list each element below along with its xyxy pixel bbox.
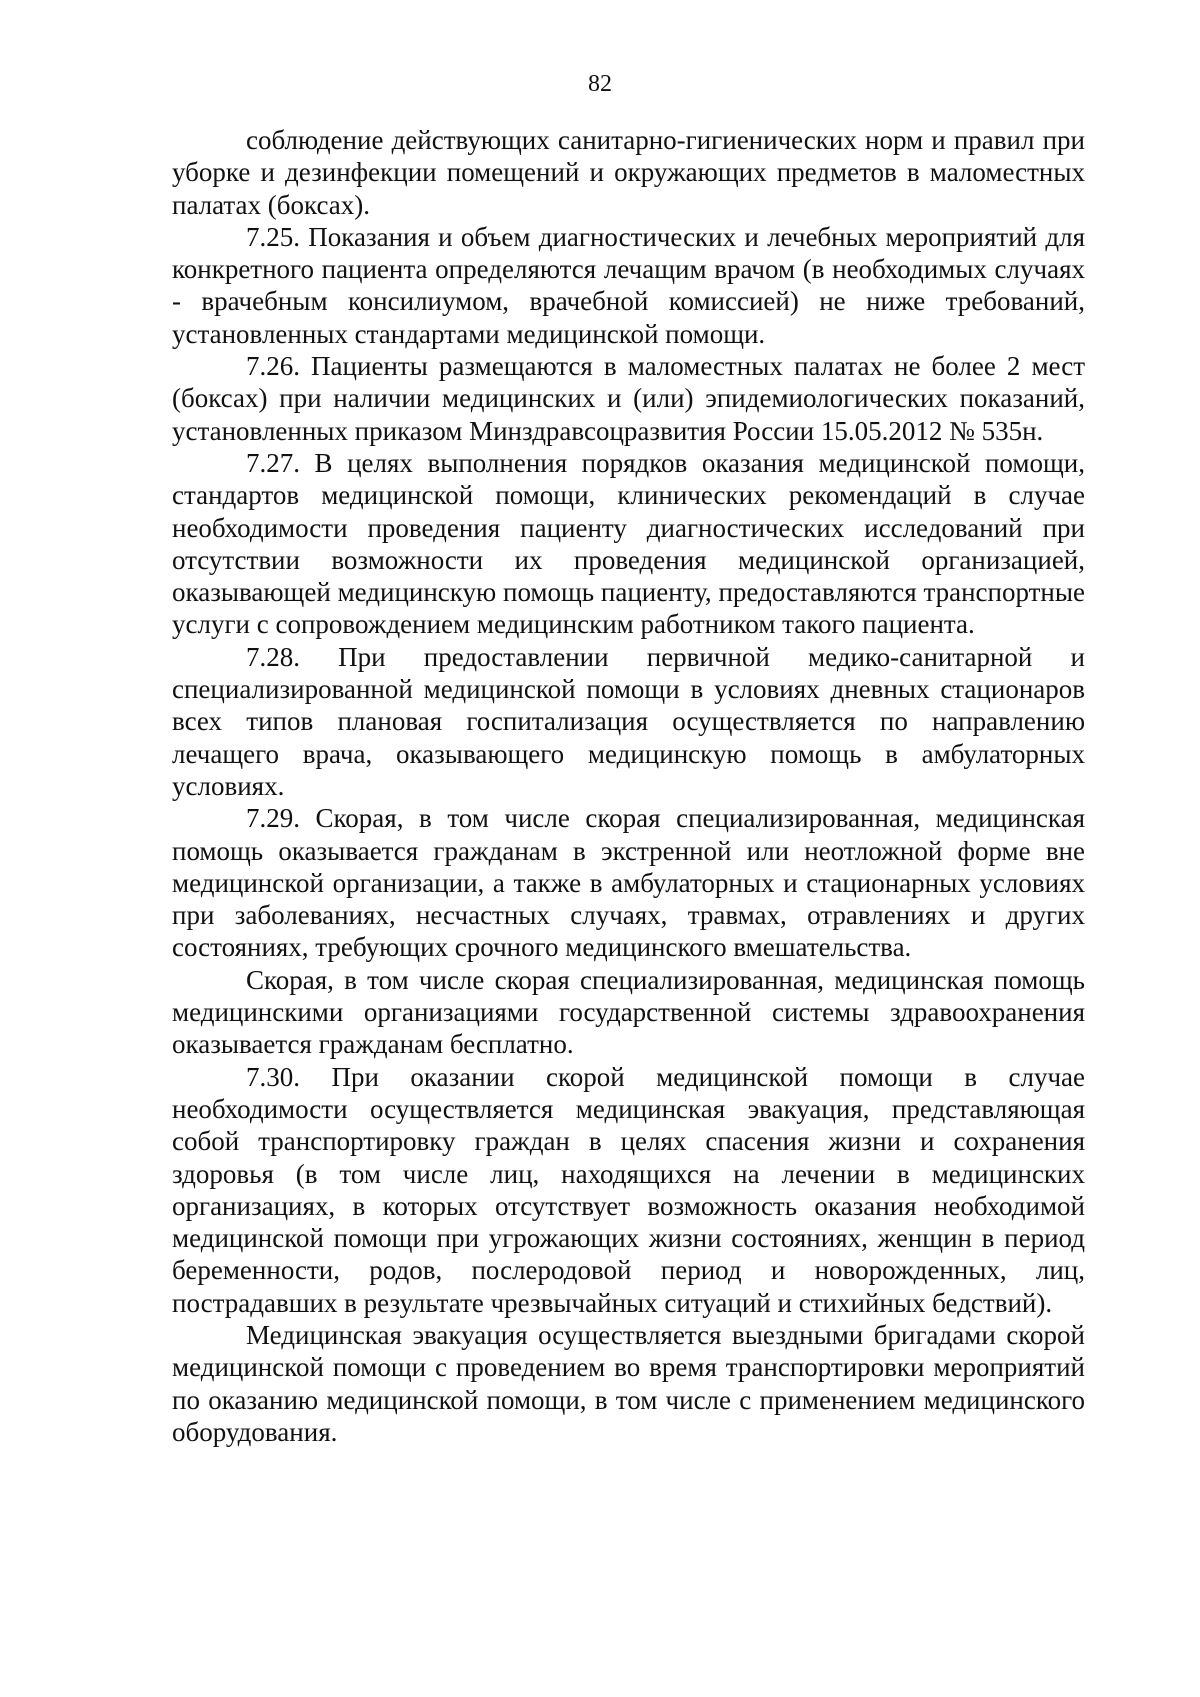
- paragraph-7-30: 7.30. При оказании скорой медицинской помощи в случае необходимости осуществляется медицинская эвакуация, представляющая собой транспортировку граждан в целях спасения жизни и сохранения здоровья (в том числе лиц, находящихся на лечении в медицинских организациях, в которых отсутствует возможность оказания необходимой медицинской помощи при угрожающих жизни состояниях, женщин в период беременности, родов, послеродовой период и новорожденных, лиц, пострадавших в результате чрезвычайных ситуаций и стихийных бедствий).: [172, 1061, 1085, 1318]
- paragraph-7-30-continued: Медицинская эвакуация осуществляется выездными бригадами скорой медицинской помощи с проведением во время транспортировки мероприятий по оказанию медицинской помощи, в том числе с применением медицинского оборудования.: [172, 1319, 1085, 1447]
- paragraph-7-26: 7.26. Пациенты размещаются в маломестных палатах не более 2 мест (боксах) при наличии медицинских и (или) эпидемиологических показаний, установленных приказом Минздравсоцразвития России 15.05.2012 № 535н.: [172, 351, 1085, 446]
- paragraph-7-29: 7.29. Скорая, в том числе скорая специализированная, медицинская помощь оказывается гражданам в экстренной или неотложной форме вне медицинской организации, а также в амбулаторных и стационарных условиях при заболеваниях, несчастных случаях, травмах, отравлениях и других состояниях, требующих срочного медицинского вмешательства.: [172, 803, 1085, 963]
- paragraph-text: соблюдение действующих санитарно-гигиенических норм и правил при уборке и дезинфекции помещений и окружающих предметов в маломестных палатах (боксах).: [172, 125, 1085, 220]
- document-body: [172, 124, 1085, 1448]
- paragraph-7-27: 7.27. В целях выполнения порядков оказания медицинской помощи, стандартов медицинской помощи, клинических рекомендаций в случае необходимости проведения пациенту диагностических исследований при отсутствии возможности их проведения медицинской организацией, оказывающей медицинскую помощь пациенту, предоставляются транспортные услуги с сопровождением медицинским работником такого пациента.: [172, 447, 1085, 640]
- paragraph-7-28: 7.28. При предоставлении первичной медико-санитарной и специализированной медицинской помощи в условиях дневных стационаров всех типов плановая госпитализация осуществляется по направлению лечащего врача, оказывающего медицинскую помощь в амбулаторных условиях.: [172, 641, 1085, 801]
- paragraph-continuation: [172, 124, 1085, 221]
- paragraph-7-29-continued: Скорая, в том числе скорая специализированная, медицинская помощь медицинскими организациями государственной системы здравоохранения оказывается гражданам бесплатно.: [172, 964, 1085, 1060]
- paragraph-7-25: 7.25. Показания и объем диагностических и лечебных мероприятий для конкретного пациента определяются лечащим врачом (в необходимых случаях - врачебным консилиумом, врачебной комиссией) не ниже требований, установленных стандартами медицинской помощи.: [172, 221, 1085, 349]
- page-number: 82: [588, 71, 612, 97]
